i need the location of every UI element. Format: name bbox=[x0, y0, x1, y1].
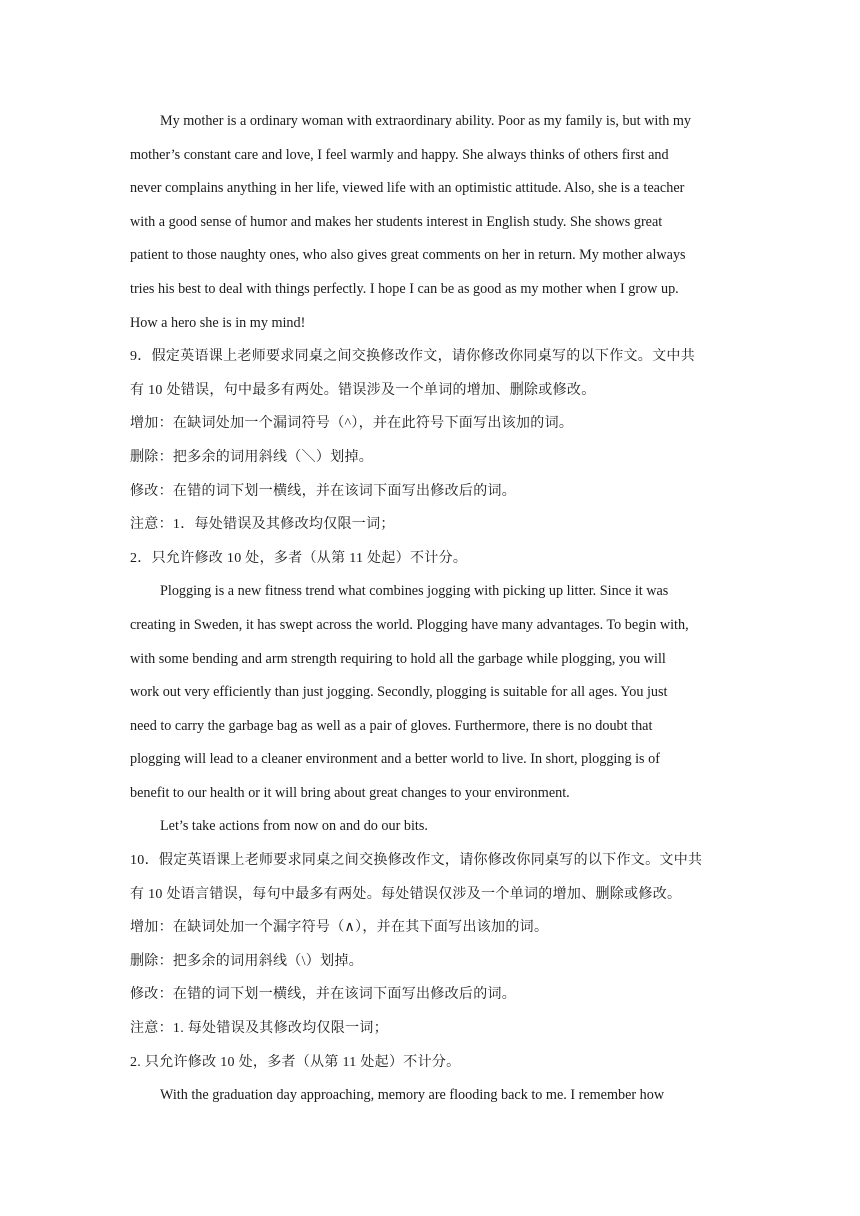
question-prompt: 10．假定英语课上老师要求同桌之间交换修改作文，请你修改你同桌写的以下作文。文中共 bbox=[130, 853, 703, 869]
instruction-modify: 修改：在错的词下划一横线，并在该词下面写出修改后的词。 bbox=[130, 483, 517, 499]
passage-line: tries his best to deal with things perfectly. I hope I can be as good as my mother when I grow up. bbox=[130, 280, 679, 297]
instruction-note: 注意：1．每处错误及其修改均仅限一词； bbox=[130, 517, 395, 533]
question-prompt: 有 10 处错误，句中最多有两处。错误涉及一个单词的增加、删除或修改。 bbox=[130, 382, 596, 398]
question-10 bbox=[130, 844, 730, 1113]
question-prompt: 9．假定英语课上老师要求同桌之间交换修改作文，请你修改你同桌写的以下作文。文中共 bbox=[130, 349, 695, 365]
instruction-add: 增加：在缺词处加一个漏词符号（^），并在此符号下面写出该加的词。 bbox=[130, 416, 574, 432]
passage-mother bbox=[130, 105, 730, 340]
instruction-note: 注意：1. 每处错误及其修改均仅限一词； bbox=[130, 1021, 388, 1037]
passage-line: with some bending and arm strength requiring to hold all the garbage while plogging, you will bbox=[130, 650, 666, 667]
passage-closing: Let’s take actions from now on and do our bits. bbox=[160, 818, 428, 835]
passage-line: Plogging is a new fitness trend what combines jogging with picking up litter. Since it was bbox=[160, 583, 669, 600]
passage-line: never complains anything in her life, viewed life with an optimistic attitude. Also, she is a teacher bbox=[130, 180, 685, 197]
instruction-modify: 修改：在错的词下划一横线，并在该词下面写出修改后的词。 bbox=[130, 987, 517, 1003]
passage-line: With the graduation day approaching, memory are flooding back to me. I remember how bbox=[160, 1087, 665, 1104]
passage-line: with a good sense of humor and makes her students interest in English study. She shows great bbox=[130, 213, 663, 230]
question-prompt: 有 10 处语言错误，每句中最多有两处。每处错误仅涉及一个单词的增加、删除或修改。 bbox=[130, 886, 682, 902]
passage-line: patient to those naughty ones, who also gives great comments on her in return. My mother always bbox=[130, 247, 686, 264]
passage-line: work out very efficiently than just jogging. Secondly, plogging is suitable for all ages. You just bbox=[130, 684, 668, 701]
passage-plogging bbox=[130, 575, 730, 844]
passage-line: benefit to our health or it will bring about great changes to your environment. bbox=[130, 784, 570, 801]
question-9 bbox=[130, 340, 730, 844]
instruction-delete: 删除：把多余的词用斜线（\）划掉。 bbox=[130, 953, 363, 969]
passage-line: My mother is a ordinary woman with extraordinary ability. Poor as my family is, but with my bbox=[160, 113, 692, 129]
passage-line: need to carry the garbage bag as well as a pair of gloves. Furthermore, there is no doubt that bbox=[130, 717, 653, 734]
instruction-add: 增加：在缺词处加一个漏字符号（∧），并在其下面写出该加的词。 bbox=[130, 920, 549, 936]
passage-line: mother’s constant care and love, I feel warmly and happy. She always thinks of others first and bbox=[130, 146, 669, 163]
document-page bbox=[130, 105, 730, 1113]
instruction-delete: 删除：把多余的词用斜线（＼）划掉。 bbox=[130, 449, 374, 465]
instruction-note: 2．只允许修改 10 处，多者（从第 11 处起）不计分。 bbox=[130, 550, 468, 566]
passage-line: How a hero she is in my mind! bbox=[130, 314, 306, 331]
instruction-note: 2. 只允许修改 10 处，多者（从第 11 处起）不计分。 bbox=[130, 1054, 461, 1070]
passage-line: creating in Sweden, it has swept across the world. Plogging have many advantages. To begin with, bbox=[130, 616, 689, 633]
passage-line: plogging will lead to a cleaner environment and a better world to live. In short, plogging is of bbox=[130, 751, 660, 768]
